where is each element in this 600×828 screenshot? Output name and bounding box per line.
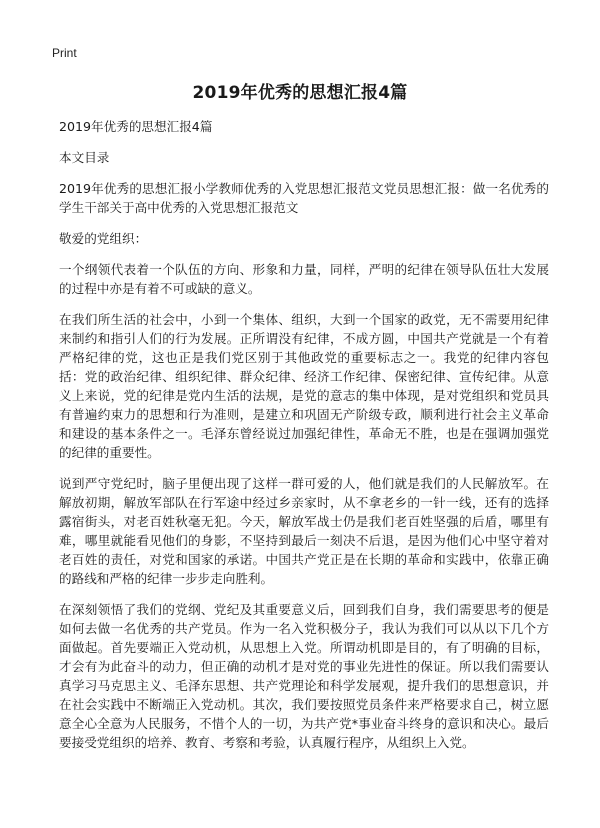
article-body bbox=[59, 117, 549, 764]
print-link[interactable]: Print bbox=[52, 46, 77, 60]
paragraph: 在我们所生活的社会中，小到一个集体、组织，大到一个国家的政党，无不需要用纪律来制约和指引人们的行为发展。正所谓没有纪律，不成方圆，中国共产党就是一个有着严格纪律的党，这也正是我们党区别于其他政党的重要标志之一。我党的纪律内容包括：党的政治纪律、组织纪律、群众纪律、经济工作纪律、保密纪律、宣传纪律。从意义上来说，党的纪律是党内生活的法规，是党的意志的集中体现，是对党组织和党员具有普遍约束力的思想和行为准则，是建立和巩固无产阶级专政，顺利进行社会主义革命和建设的基本条件之一。毛泽东曾经说过加强纪律性，革命无不胜，也是在强调加强党的纪律的重要性。 bbox=[59, 312, 549, 460]
paragraph: 一个纲领代表着一个队伍的方向、形象和力量，同样，严明的纪律在领导队伍壮大发展的过程中亦是有着不可或缺的意义。 bbox=[59, 262, 549, 296]
toc-text: 2019年优秀的思想汇报小学教师优秀的入党思想汇报范文党员思想汇报：做一名优秀的学生干部关于高中优秀的入党思想汇报范文 bbox=[59, 181, 549, 215]
article-subtitle: 2019年优秀的思想汇报4篇 bbox=[59, 119, 213, 134]
paragraph: 在深刻领悟了我们的党纲、党纪及其重要意义后，回到我们自身，我们需要思考的便是如何去做一名优秀的共产党员。作为一名入党积极分子，我认为我们可以从以下几个方面做起。首先要端正入党动机，从思想上入党。所谓动机即是目的，有了明确的目标，才会有为此奋斗的动力，但正确的动机才是对党的事业先进性的保证。所以我们需要认真学习马克思主义、毛泽东思想、共产党理论和科学发展观，提升我们的思想意识，并在社会实践中不断端正入党动机。其次，我们要按照党员条件来严格要求自己，树立愿意全心全意为人民服务，不惜个人的一切，为共产党*事业奋斗终身的意识和决心。最后要接受党组织的培养、教育、考察和考验，认真履行程序，从组织上入党。 bbox=[59, 602, 549, 750]
page-title: 2019年优秀的思想汇报4篇 bbox=[192, 83, 408, 103]
paragraph: 说到严守党纪时，脑子里便出现了这样一群可爱的人，他们就是我们的人民解放军。在解放初期，解放军部队在行军途中经过乡亲家时，从不拿老乡的一针一线，还有的选择露宿街头，对老百姓秋毫无犯。今天，解放军战士仍是我们老百姓坚强的后盾，哪里有难，哪里就能看见他们的身影，不坚持到最后一刻决不后退，是因为他们心中坚守着对老百姓的责任，对党和国家的承诺。中国共产党正是在长期的革命和实践中，依靠正确的路线和严格的纪律一步步走向胜利。 bbox=[59, 476, 549, 586]
toc-heading: 本文目录 bbox=[59, 150, 110, 165]
salutation: 敬爱的党组织： bbox=[59, 231, 148, 246]
